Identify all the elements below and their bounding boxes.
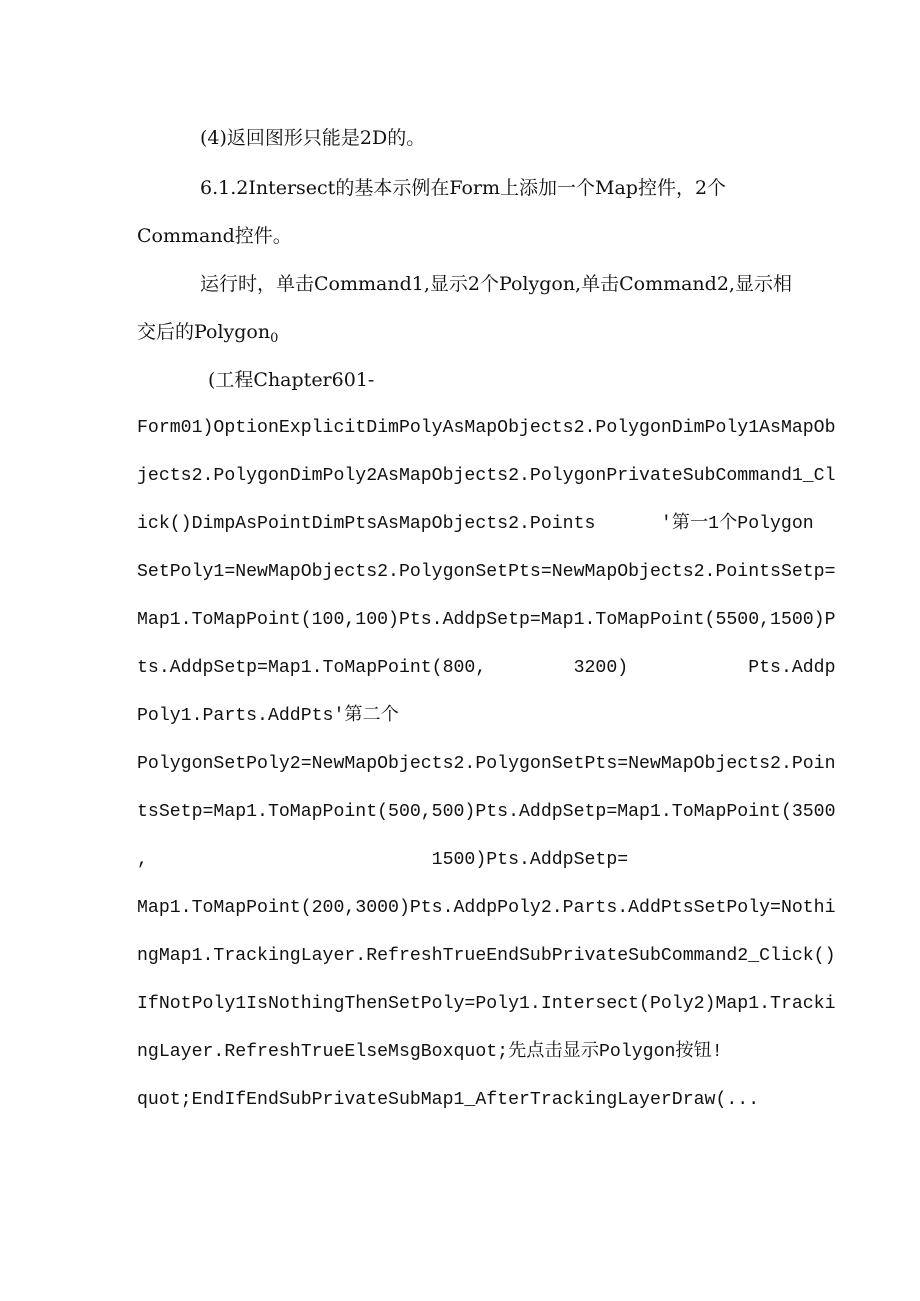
code-line: jects2.PolygonDimPoly2AsMapObjects2.PolygonPrivateSubCommand1_Cl	[137, 466, 836, 486]
code-line: SetPoly1=NewMapObjects2.PolygonSetPts=NewMapObjects2.PointsSetp=	[137, 562, 836, 582]
run-description-line-1: 运行时，单击Command1,显示2个Polygon,单击Command2,显示相	[200, 273, 792, 295]
code-line: IfNotPoly1IsNothingThenSetPoly=Poly1.Intersect(Poly2)Map1.Tracki	[137, 994, 836, 1014]
code-line: ick()DimpAsPointDimPtsAsMapObjects2.Points '第一1个Polygon	[137, 514, 814, 534]
code-line: PolygonSetPoly2=NewMapObjects2.PolygonSetPts=NewMapObjects2.Poin	[137, 754, 836, 774]
code-line: ts.AddpSetp=Map1.ToMapPoint(800, 3200) Pts.Addp	[137, 658, 836, 678]
code-line: Map1.ToMapPoint(200,3000)Pts.AddpPoly2.Parts.AddPtsSetPoly=Nothi	[137, 898, 836, 918]
run-description-subscript: 0	[270, 331, 279, 346]
code-line: Map1.ToMapPoint(100,100)Pts.AddpSetp=Map1.ToMapPoint(5500,1500)P	[137, 610, 836, 630]
code-line: ngLayer.RefreshTrueElseMsgBoxquot;先点击显示Polygon按钮!	[137, 1042, 723, 1062]
code-line: ngMap1.TrackingLayer.RefreshTrueEndSubPrivateSubCommand2_Click()	[137, 946, 836, 966]
code-line: Form01)OptionExplicitDimPolyAsMapObjects2.PolygonDimPoly1AsMapOb	[137, 418, 836, 438]
paragraph-item-4: (4)返回图形只能是2D的。	[200, 127, 426, 149]
section-heading-line-1: 6.1.2Intersect的基本示例在Form上添加一个Map控件，2个	[200, 177, 727, 199]
project-reference: (工程Chapter601-	[208, 369, 375, 391]
code-line: Poly1.Parts.AddPts'第二个	[137, 706, 399, 726]
code-line: tsSetp=Map1.ToMapPoint(500,500)Pts.AddpSetp=Map1.ToMapPoint(3500	[137, 802, 836, 822]
code-line: quot;EndIfEndSubPrivateSubMap1_AfterTrackingLayerDraw(...	[137, 1090, 760, 1110]
code-line: , 1500)Pts.AddpSetp=	[137, 850, 629, 870]
run-description-text: 交后的Polygon	[137, 321, 271, 343]
run-description-line-2	[137, 320, 278, 351]
section-heading-line-2: Command控件。	[137, 225, 292, 247]
